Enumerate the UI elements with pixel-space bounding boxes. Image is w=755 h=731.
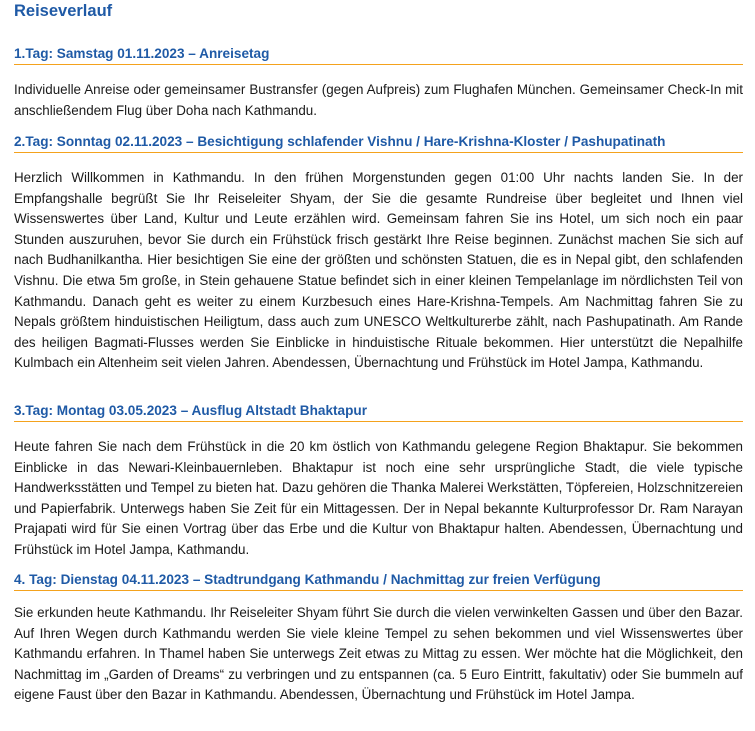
day-2-heading: 2.Tag: Sonntag 02.11.2023 – Besichtigung schlafender Vishnu / Hare-Krishna-Kloster / Pashupatinath: [14, 134, 743, 153]
page-title: Reiseverlauf: [14, 2, 113, 20]
day-2-text: Herzlich Willkommen in Kathmandu. In den frühen Morgenstunden gegen 01:00 Uhr nachts landen Sie. In der Empfangshalle begrüßt Sie Ihr Reiseleiter Shyam, der Sie die gesamte Rundreise über begleitet und Ihnen viel Wissenswertes über Land, Kultur und Leute erzählen wird. Gemeinsam fahren Sie ins Hotel, um sich noch ein paar Stunden auszuruhen, bevor Sie durch ein Frühstück frisch gestärkt Ihre Reise beginnen. Zunächst machen Sie sich auf nach Budhanilkantha. Hier besichtigen Sie eine der größten und schönsten Statuen, die es in Nepal gibt, den schlafenden Vishnu. Die etwa 5m große, in Stein gehauene Statue befindet sich in einer kleinen Tempelanlage im nördlichsten Teil von Kathmandu. Danach geht es weiter zu einem Kurzbesuch eines Hare-Krishna-Tempels. Am Nachmittag fahren Sie zu Nepals größtem hinduistischen Heiligtum, dass auch zum UNESCO Weltkulturerbe zählt, nach Pashupatinath. Am Rande des heiligen Bagmati-Flusses werden Sie Einblicke in hinduistische Rituale bekommen. Hier unterstützt die Nepalhilfe Kulmbach ein Altenheim seit vielen Jahren. Abendessen, Übernachtung und Frühstück im Hotel Jampa, Kathmandu.: [14, 170, 743, 371]
day-3-text: Heute fahren Sie nach dem Frühstück in die 20 km östlich von Kathmandu gelegene Region Bhaktapur. Sie bekommen Einblicke in das Newari-Kleinbauernleben. Bhaktapur ist noch eine sehr ursprüngliche Stadt, die viele typische Handwerksstätten und Tempel zu bieten hat. Dazu gehören die Thanka Malerei Werkstätten, Töpfereien, Holzschnitzereien und Papierfabrik. Unterwegs haben Sie Zeit für ein Mittagessen. Der in Nepal bekannte Kulturprofessor Dr. Ram Narayan Prajapati wird für Sie einen Vortrag über das Erbe und die Kultur von Bhaktapur halten. Abendessen, Übernachtung und Frühstück im Hotel Jampa, Kathmandu.: [14, 439, 743, 557]
day-1-heading: 1.Tag: Samstag 01.11.2023 – Anreisetag: [14, 46, 743, 65]
day-3-heading: 3.Tag: Montag 03.05.2023 – Ausflug Altstadt Bhaktapur: [14, 403, 743, 422]
day-4-text: Sie erkunden heute Kathmandu. Ihr Reiseleiter Shyam führt Sie durch die vielen verwinkelten Gassen und über den Bazar. Auf Ihren Wegen durch Kathmandu werden Sie viele kleine Tempel zu sehen bekommen und viel Wissenswertes über Kathmandu erfahren. In Thamel haben Sie unterwegs Zeit etwas zu Mittag zu essen. Wer möchte hat die Möglichkeit, den Nachmittag im „Garden of Dreams“ zu verbringen und zu entspannen (ca. 5 Euro Eintritt, fakultativ) oder Sie bummeln auf eigene Faust über den Bazar in Kathmandu. Abendessen, Übernachtung und Frühstück im Hotel Jampa.: [14, 605, 743, 703]
day-4-heading: 4. Tag: Dienstag 04.11.2023 – Stadtrundgang Kathmandu / Nachmittag zur freien Verfügung: [14, 572, 743, 591]
day-1-text: Individuelle Anreise oder gemeinsamer Bustransfer (gegen Aufpreis) zum Flughafen München. Gemeinsamer Check-In mit anschließendem Flug über Doha nach Kathmandu.: [14, 82, 743, 118]
